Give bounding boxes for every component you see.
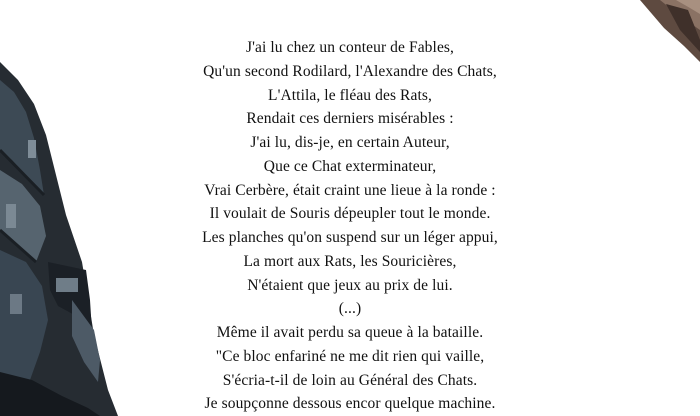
poem-line: Je soupçonne dessous encor quelque machine. — [204, 395, 496, 413]
poem-line: Les planches qu'on suspend sur un léger appui, — [202, 229, 498, 246]
poem-line: N'étaient que jeux au prix de lui. — [247, 276, 453, 294]
poem-line: Même il avait perdu sa queue à la bataille. — [216, 324, 484, 341]
poem-line: Il voulait de Souris dépeupler tout le monde. — [209, 205, 491, 223]
poem-line: J'ai lu, dis-je, en certain Auteur, — [250, 134, 450, 151]
poem-line: Vrai Cerbère, était craint une lieue à la ronde : — [204, 181, 496, 199]
poem-line: Rendait ces derniers misérables : — [246, 110, 454, 128]
poem-line: (...) — [338, 300, 362, 318]
rock-silhouette — [640, 0, 700, 62]
poem-text — [150, 36, 550, 416]
building-silhouette — [0, 62, 118, 416]
poem-line: L'Attila, le fléau des Rats, — [268, 86, 432, 104]
poem-line: Que ce Chat exterminateur, — [263, 157, 437, 175]
poem-line: La mort aux Rats, les Souricières, — [243, 252, 457, 270]
poem-line: "Ce bloc enfariné ne me dit rien qui vaille, — [215, 347, 485, 365]
poem-line: S'écria-t-il de loin au Général des Chats. — [222, 371, 478, 389]
poem-line: J'ai lu chez un conteur de Fables, — [245, 39, 455, 56]
poem-line: Qu'un second Rodilard, l'Alexandre des Chats, — [203, 62, 497, 80]
